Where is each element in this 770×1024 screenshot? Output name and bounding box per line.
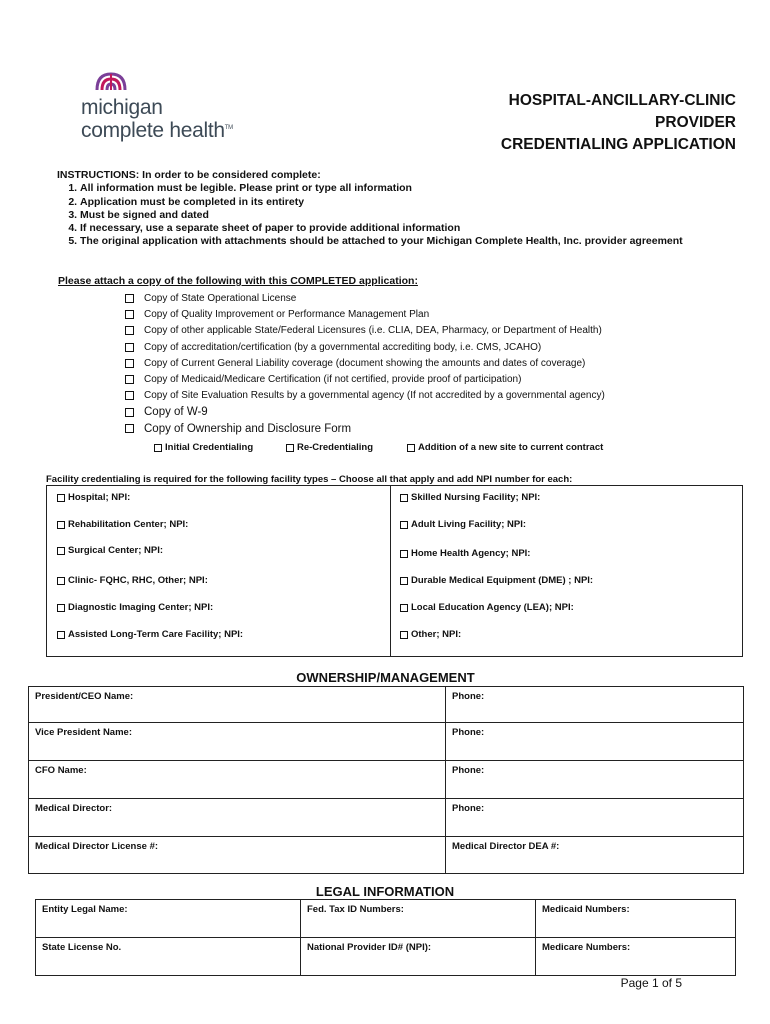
instructions-list: [57, 182, 717, 248]
title-line-1: HOSPITAL-ANCILLARY-CLINIC: [508, 92, 736, 109]
divider: [390, 486, 391, 656]
facility-label: Surgical Center; NPI:: [68, 545, 164, 556]
cfo-phone-field[interactable]: Phone:: [446, 761, 744, 799]
facility-label: Durable Medical Equipment (DME) ; NPI:: [411, 575, 594, 586]
initial-credentialing-option[interactable]: [154, 442, 286, 453]
facility-label: Assisted Long-Term Care Facility; NPI:: [68, 629, 244, 640]
facility-label: Diagnostic Imaging Center; NPI:: [68, 602, 214, 613]
checkbox[interactable]: [125, 408, 134, 417]
facility-option-imaging[interactable]: [57, 602, 213, 613]
title-line-2: PROVIDER: [655, 114, 736, 131]
table-row: [29, 761, 744, 799]
facility-option-other[interactable]: [400, 629, 461, 640]
instruction-item: 2. Application must be completed in its entirety: [80, 196, 717, 209]
checkbox[interactable]: [400, 521, 408, 529]
credentialing-type: [154, 442, 603, 453]
logo-line-2: complete health™: [81, 119, 233, 142]
attachment-label: Copy of Site Evaluation Results by a governmental agency (If not accredited by a governmental agency): [144, 390, 605, 402]
checkbox[interactable]: [125, 375, 134, 384]
attachment-label: Copy of Ownership and Disclosure Form: [144, 422, 352, 435]
medicaid-field[interactable]: Medicaid Numbers:: [536, 900, 736, 938]
attachment-item: [125, 404, 605, 420]
re-credentialing-option[interactable]: [286, 442, 407, 453]
medical-director-field[interactable]: Medical Director:: [29, 799, 446, 837]
facility-option-alf[interactable]: [400, 519, 526, 530]
checkbox[interactable]: [57, 521, 65, 529]
page-number: Page 1 of 5: [620, 976, 682, 990]
facility-label: Other; NPI:: [411, 629, 462, 640]
facility-option-home-health[interactable]: [400, 548, 530, 559]
checkbox[interactable]: [125, 310, 134, 319]
checkbox[interactable]: [400, 577, 408, 585]
option-label: Re-Credentialing: [297, 442, 374, 453]
facility-option-rehab[interactable]: [57, 519, 188, 530]
table-row: [29, 723, 744, 761]
facility-table: [46, 485, 743, 657]
checkbox[interactable]: [57, 604, 65, 612]
checkbox[interactable]: [400, 550, 408, 558]
cfo-field[interactable]: CFO Name:: [29, 761, 446, 799]
option-label: Initial Credentialing: [165, 442, 254, 453]
attachment-item: [125, 339, 605, 355]
attachment-item: [125, 306, 605, 322]
facility-label: Adult Living Facility; NPI:: [411, 519, 527, 530]
add-site-option[interactable]: [407, 442, 603, 453]
checkbox[interactable]: [57, 631, 65, 639]
table-row: [29, 837, 744, 874]
attachment-label: Copy of accreditation/certification (by a governmental accrediting body, i.e. CMS, JCAHO): [144, 341, 542, 353]
checkbox[interactable]: [400, 604, 408, 612]
attachment-label: Copy of Quality Improvement or Performance Management Plan: [144, 308, 430, 320]
legal-table: [35, 899, 736, 976]
table-row: [29, 799, 744, 837]
logo-mark-icon: [95, 70, 127, 94]
checkbox[interactable]: [125, 294, 134, 303]
title-line-3: CREDENTIALING APPLICATION: [500, 136, 736, 153]
checkbox[interactable]: [125, 424, 134, 433]
npi-field[interactable]: National Provider ID# (NPI):: [301, 938, 536, 976]
instruction-item: 5. The original application with attachments should be attached to your Michigan Complete Health, Inc. provider agreement: [80, 235, 717, 248]
table-row: [36, 938, 736, 976]
facility-label: Hospital; NPI:: [68, 492, 131, 503]
md-dea-field[interactable]: Medical Director DEA #:: [446, 837, 744, 874]
facility-heading: Facility credentialing is required for the following facility types – Choose all that apply and add NPI number for each:: [46, 474, 573, 485]
instruction-item: 3. Must be signed and dated: [80, 209, 717, 222]
checkbox[interactable]: [154, 444, 162, 452]
logo-line-1: michigan: [81, 96, 163, 119]
checkbox[interactable]: [57, 494, 65, 502]
table-row: [29, 687, 744, 723]
attachment-label: Copy of Medicaid/Medicare Certification (if not certified, provide proof of participation): [144, 374, 522, 386]
checkbox[interactable]: [400, 494, 408, 502]
facility-option-snf[interactable]: [400, 492, 540, 503]
ownership-title: OWNERSHIP/MANAGEMENT: [296, 670, 475, 685]
document-title: [501, 90, 736, 156]
instruction-item: 1. All information must be legible. Please print or type all information: [80, 182, 717, 195]
facility-option-assisted[interactable]: [57, 629, 243, 640]
checkbox[interactable]: [57, 577, 65, 585]
attachment-label: Copy of State Operational License: [144, 292, 297, 304]
logo-text: [81, 98, 233, 141]
attachments-list: [125, 290, 605, 437]
facility-label: Skilled Nursing Facility; NPI:: [411, 492, 541, 503]
attachment-label: Copy of other applicable State/Federal Licensures (i.e. CLIA, DEA, Pharmacy, or Department of Health): [144, 325, 602, 337]
state-license-field[interactable]: State License No.: [36, 938, 301, 976]
table-row: [36, 900, 736, 938]
instructions: [57, 169, 717, 249]
medicare-field[interactable]: Medicare Numbers:: [536, 938, 736, 976]
attachment-label: Copy of Current General Liability coverage (document showing the amounts and dates of coverage): [144, 357, 586, 369]
md-license-field[interactable]: Medical Director License #:: [29, 837, 446, 874]
ownership-table: [28, 686, 744, 874]
attachment-label: Copy of W-9: [144, 406, 208, 419]
checkbox[interactable]: [400, 631, 408, 639]
facility-option-clinic[interactable]: [57, 575, 208, 586]
checkbox[interactable]: [125, 391, 134, 400]
attachments-heading: Please attach a copy of the following with this COMPLETED application:: [58, 275, 418, 287]
facility-label: Rehabilitation Center; NPI:: [68, 519, 189, 530]
medical-director-phone-field[interactable]: Phone:: [446, 799, 744, 837]
legal-title: LEGAL INFORMATION: [315, 884, 455, 899]
attachment-item: [125, 290, 605, 306]
facility-option-hospital[interactable]: [57, 492, 130, 503]
president-field[interactable]: President/CEO Name:: [29, 687, 446, 723]
checkbox[interactable]: [286, 444, 294, 452]
tax-id-field[interactable]: Fed. Tax ID Numbers:: [301, 900, 536, 938]
instruction-item: 4. If necessary, use a separate sheet of paper to provide additional information: [80, 222, 717, 235]
checkbox[interactable]: [125, 359, 134, 368]
entity-name-field[interactable]: Entity Legal Name:: [36, 900, 301, 938]
checkbox[interactable]: [125, 326, 134, 335]
checkbox[interactable]: [407, 444, 415, 452]
attachment-item: [125, 388, 605, 404]
checkbox[interactable]: [125, 343, 134, 352]
president-phone-field[interactable]: Phone:: [446, 687, 744, 723]
facility-option-lea[interactable]: [400, 602, 574, 613]
checkbox[interactable]: [57, 547, 65, 555]
facility-label: Home Health Agency; NPI:: [411, 548, 531, 559]
facility-label: Local Education Agency (LEA); NPI:: [411, 602, 574, 613]
option-label: Addition of a new site to current contract: [418, 442, 604, 453]
vp-phone-field[interactable]: Phone:: [446, 723, 744, 761]
attachment-item: [125, 355, 605, 371]
attachment-item: [125, 420, 605, 436]
attachment-item: [125, 371, 605, 387]
vp-field[interactable]: Vice President Name:: [29, 723, 446, 761]
instructions-heading: INSTRUCTIONS: In order to be considered complete:: [57, 169, 321, 181]
facility-label: Clinic- FQHC, RHC, Other; NPI:: [68, 575, 208, 586]
facility-option-surgical[interactable]: [57, 545, 163, 556]
attachment-item: [125, 323, 605, 339]
facility-option-dme[interactable]: [400, 575, 593, 586]
